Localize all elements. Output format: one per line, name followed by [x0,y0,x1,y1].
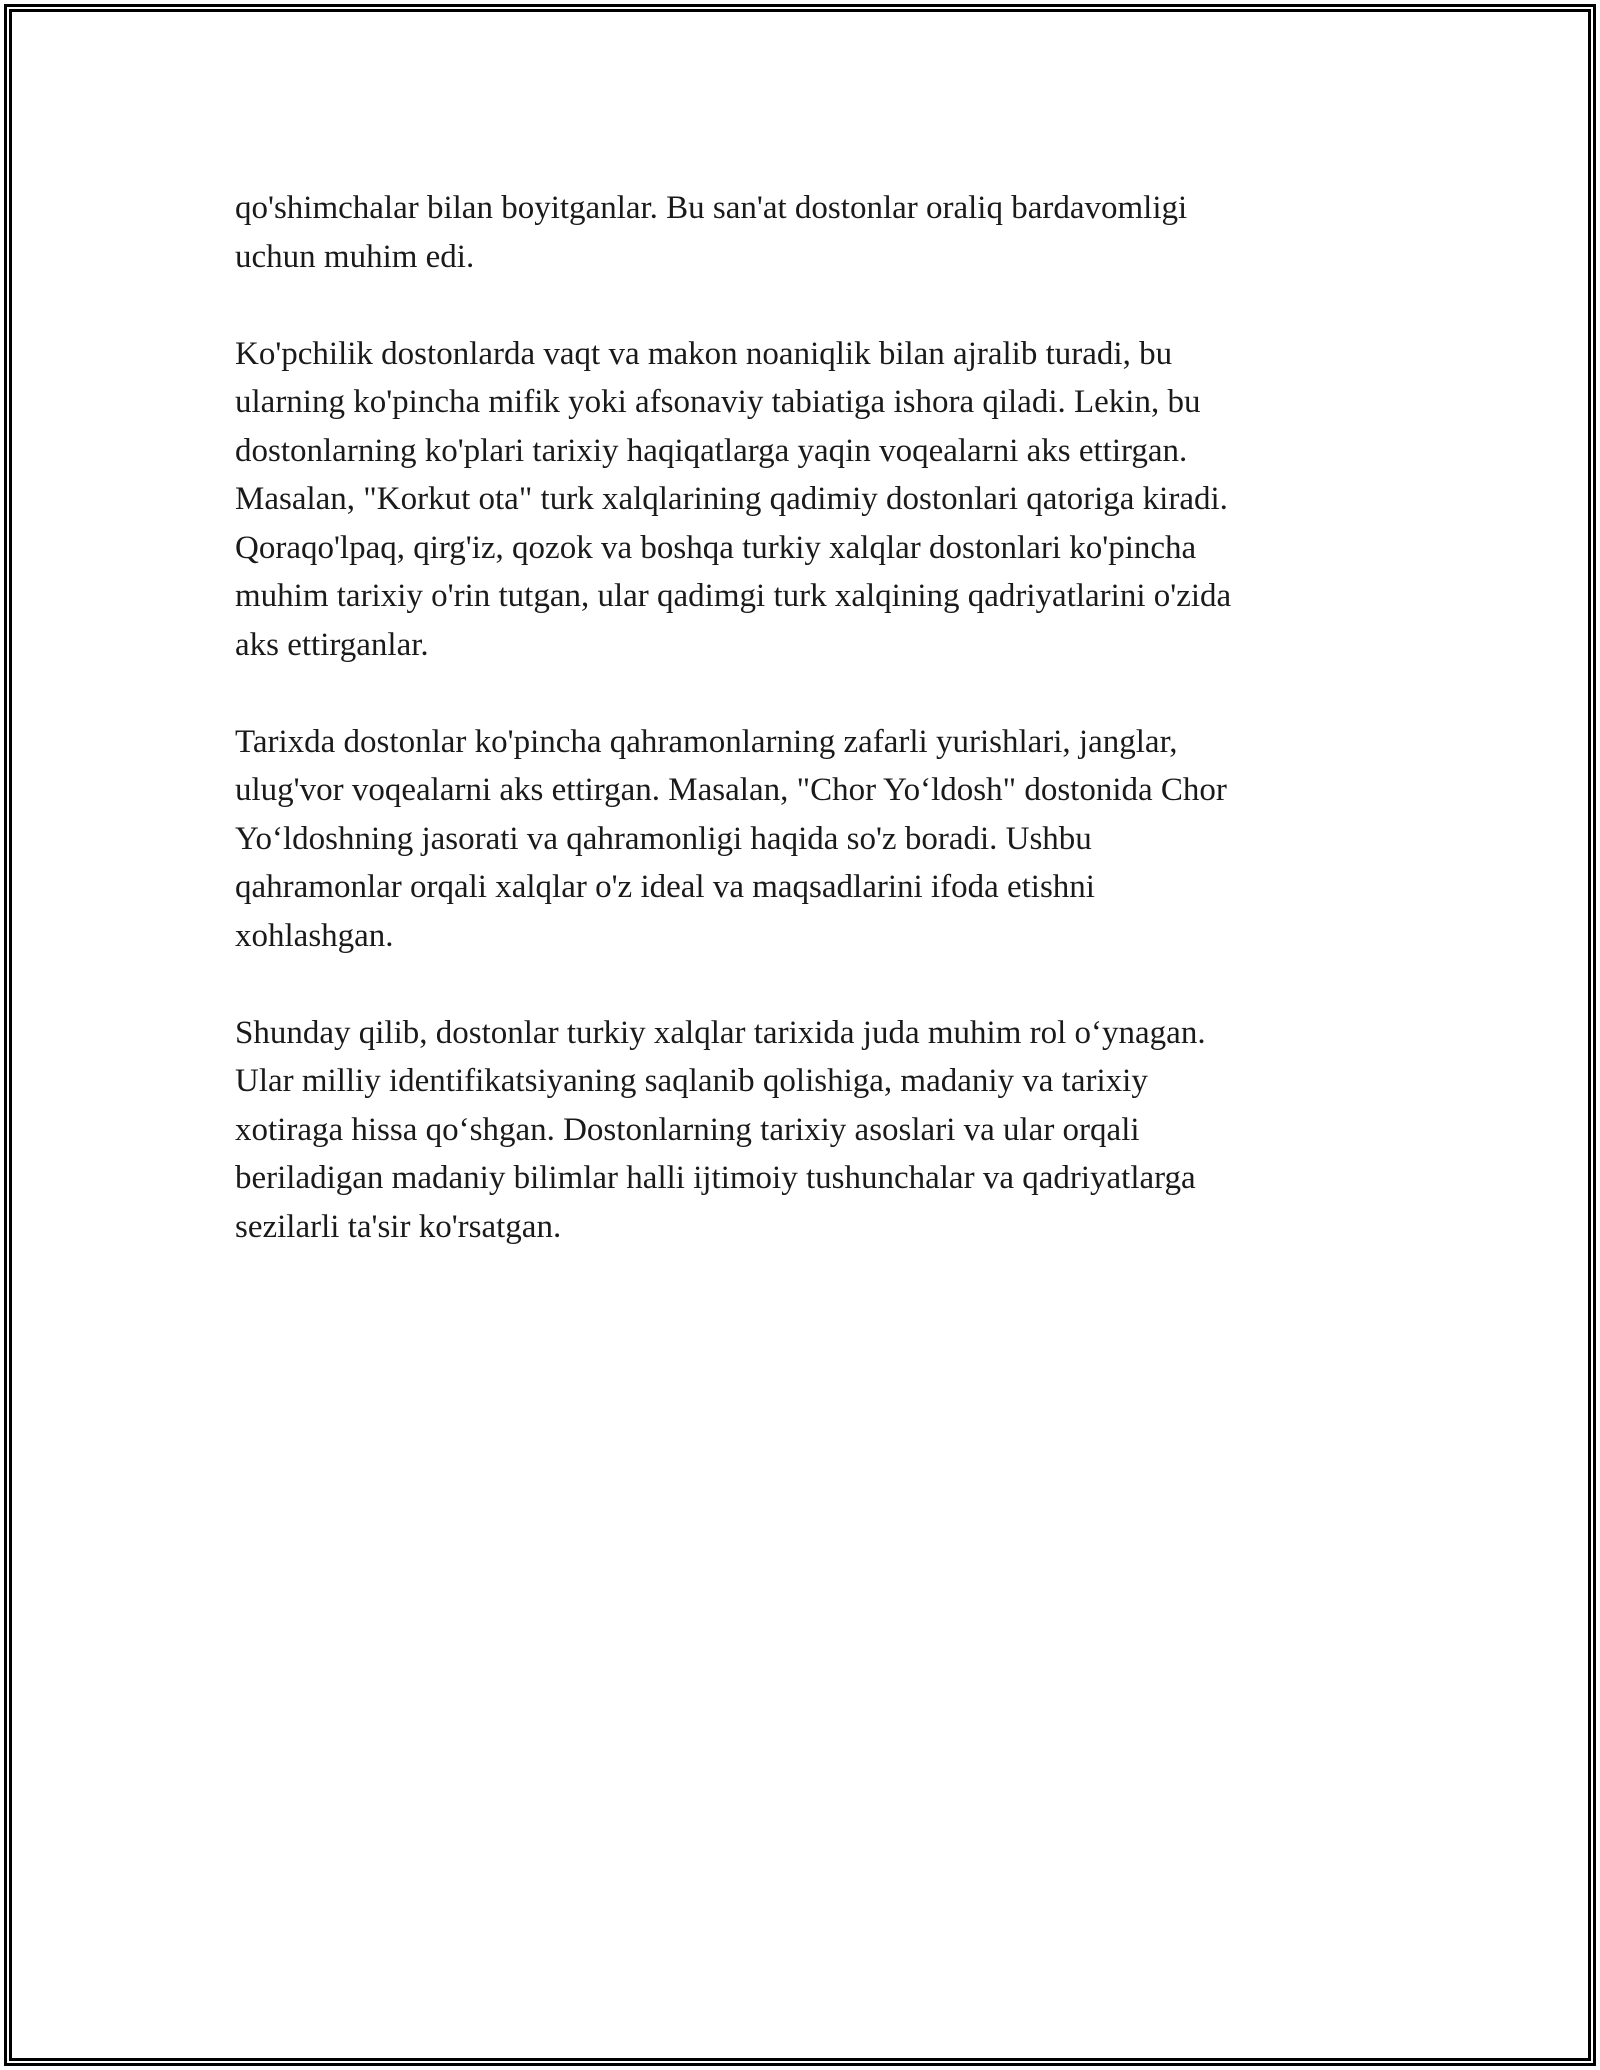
text-line: qo'shimchalar bilan boyitganlar. Bu san'at dostonlar oraliq bardavomligi [235,190,1188,226]
text-line: muhim tarixiy o'rin tutgan, ular qadimgi turk xalqining qadriyatlarini o'zida [235,578,1232,614]
text-line: ulug'vor voqealarni aks ettirgan. Masalan, "Chor Yo‘ldosh" dostonida Chor [235,772,1227,808]
paragraph-4 [235,1009,1365,1252]
paragraph-3 [235,718,1365,961]
text-line: Ko'pchilik dostonlarda vaqt va makon noaniqlik bilan ajralib turadi, bu [235,335,1173,372]
text-line: Tarixda dostonlar ko'pincha qahramonlarning zafarli yurishlari, janglar, [235,723,1178,760]
text-line: sezilarli ta'sir ko'rsatgan. [235,1208,562,1245]
text-line: xotiraga hissa qo‘shgan. Dostonlarning tarixiy asoslari va ular orqali [235,1111,1140,1148]
paragraph-1 [235,184,1365,281]
text-line: beriladigan madaniy bilimlar halli ijtimoiy tushunchalar va qadriyatlarga [235,1160,1196,1196]
text-line: Qoraqo'lpaq, qirg'iz, qozok va boshqa turkiy xalqlar dostonlari ko'pincha [235,529,1197,566]
text-line: Shunday qilib, dostonlar turkiy xalqlar tarixida juda muhim rol o‘ynagan. [235,1014,1206,1051]
text-line: Masalan, "Korkut ota" turk xalqlarining qadimiy dostonlari qatoriga kiradi. [235,481,1228,517]
text-line: uchun muhim edi. [235,238,475,275]
document-body [235,184,1365,1300]
text-line: Yo‘ldoshning jasorati va qahramonligi haqida so'z boradi. Ushbu [235,820,1092,857]
paragraph-2 [235,330,1365,670]
text-line: xohlashgan. [235,917,394,954]
text-line: ularning ko'pincha mifik yoki afsonaviy tabiatiga ishora qiladi. Lekin, bu [235,384,1201,420]
text-line: dostonlarning ko'plari tarixiy haqiqatlarga yaqin voqealarni aks ettirgan. [235,432,1188,469]
text-line: aks ettirganlar. [235,626,429,663]
text-line: qahramonlar orqali xalqlar o'z ideal va maqsadlarini ifoda etishni [235,869,1095,905]
text-line: Ular milliy identifikatsiyaning saqlanib qolishiga, madaniy va tarixiy [235,1063,1148,1099]
